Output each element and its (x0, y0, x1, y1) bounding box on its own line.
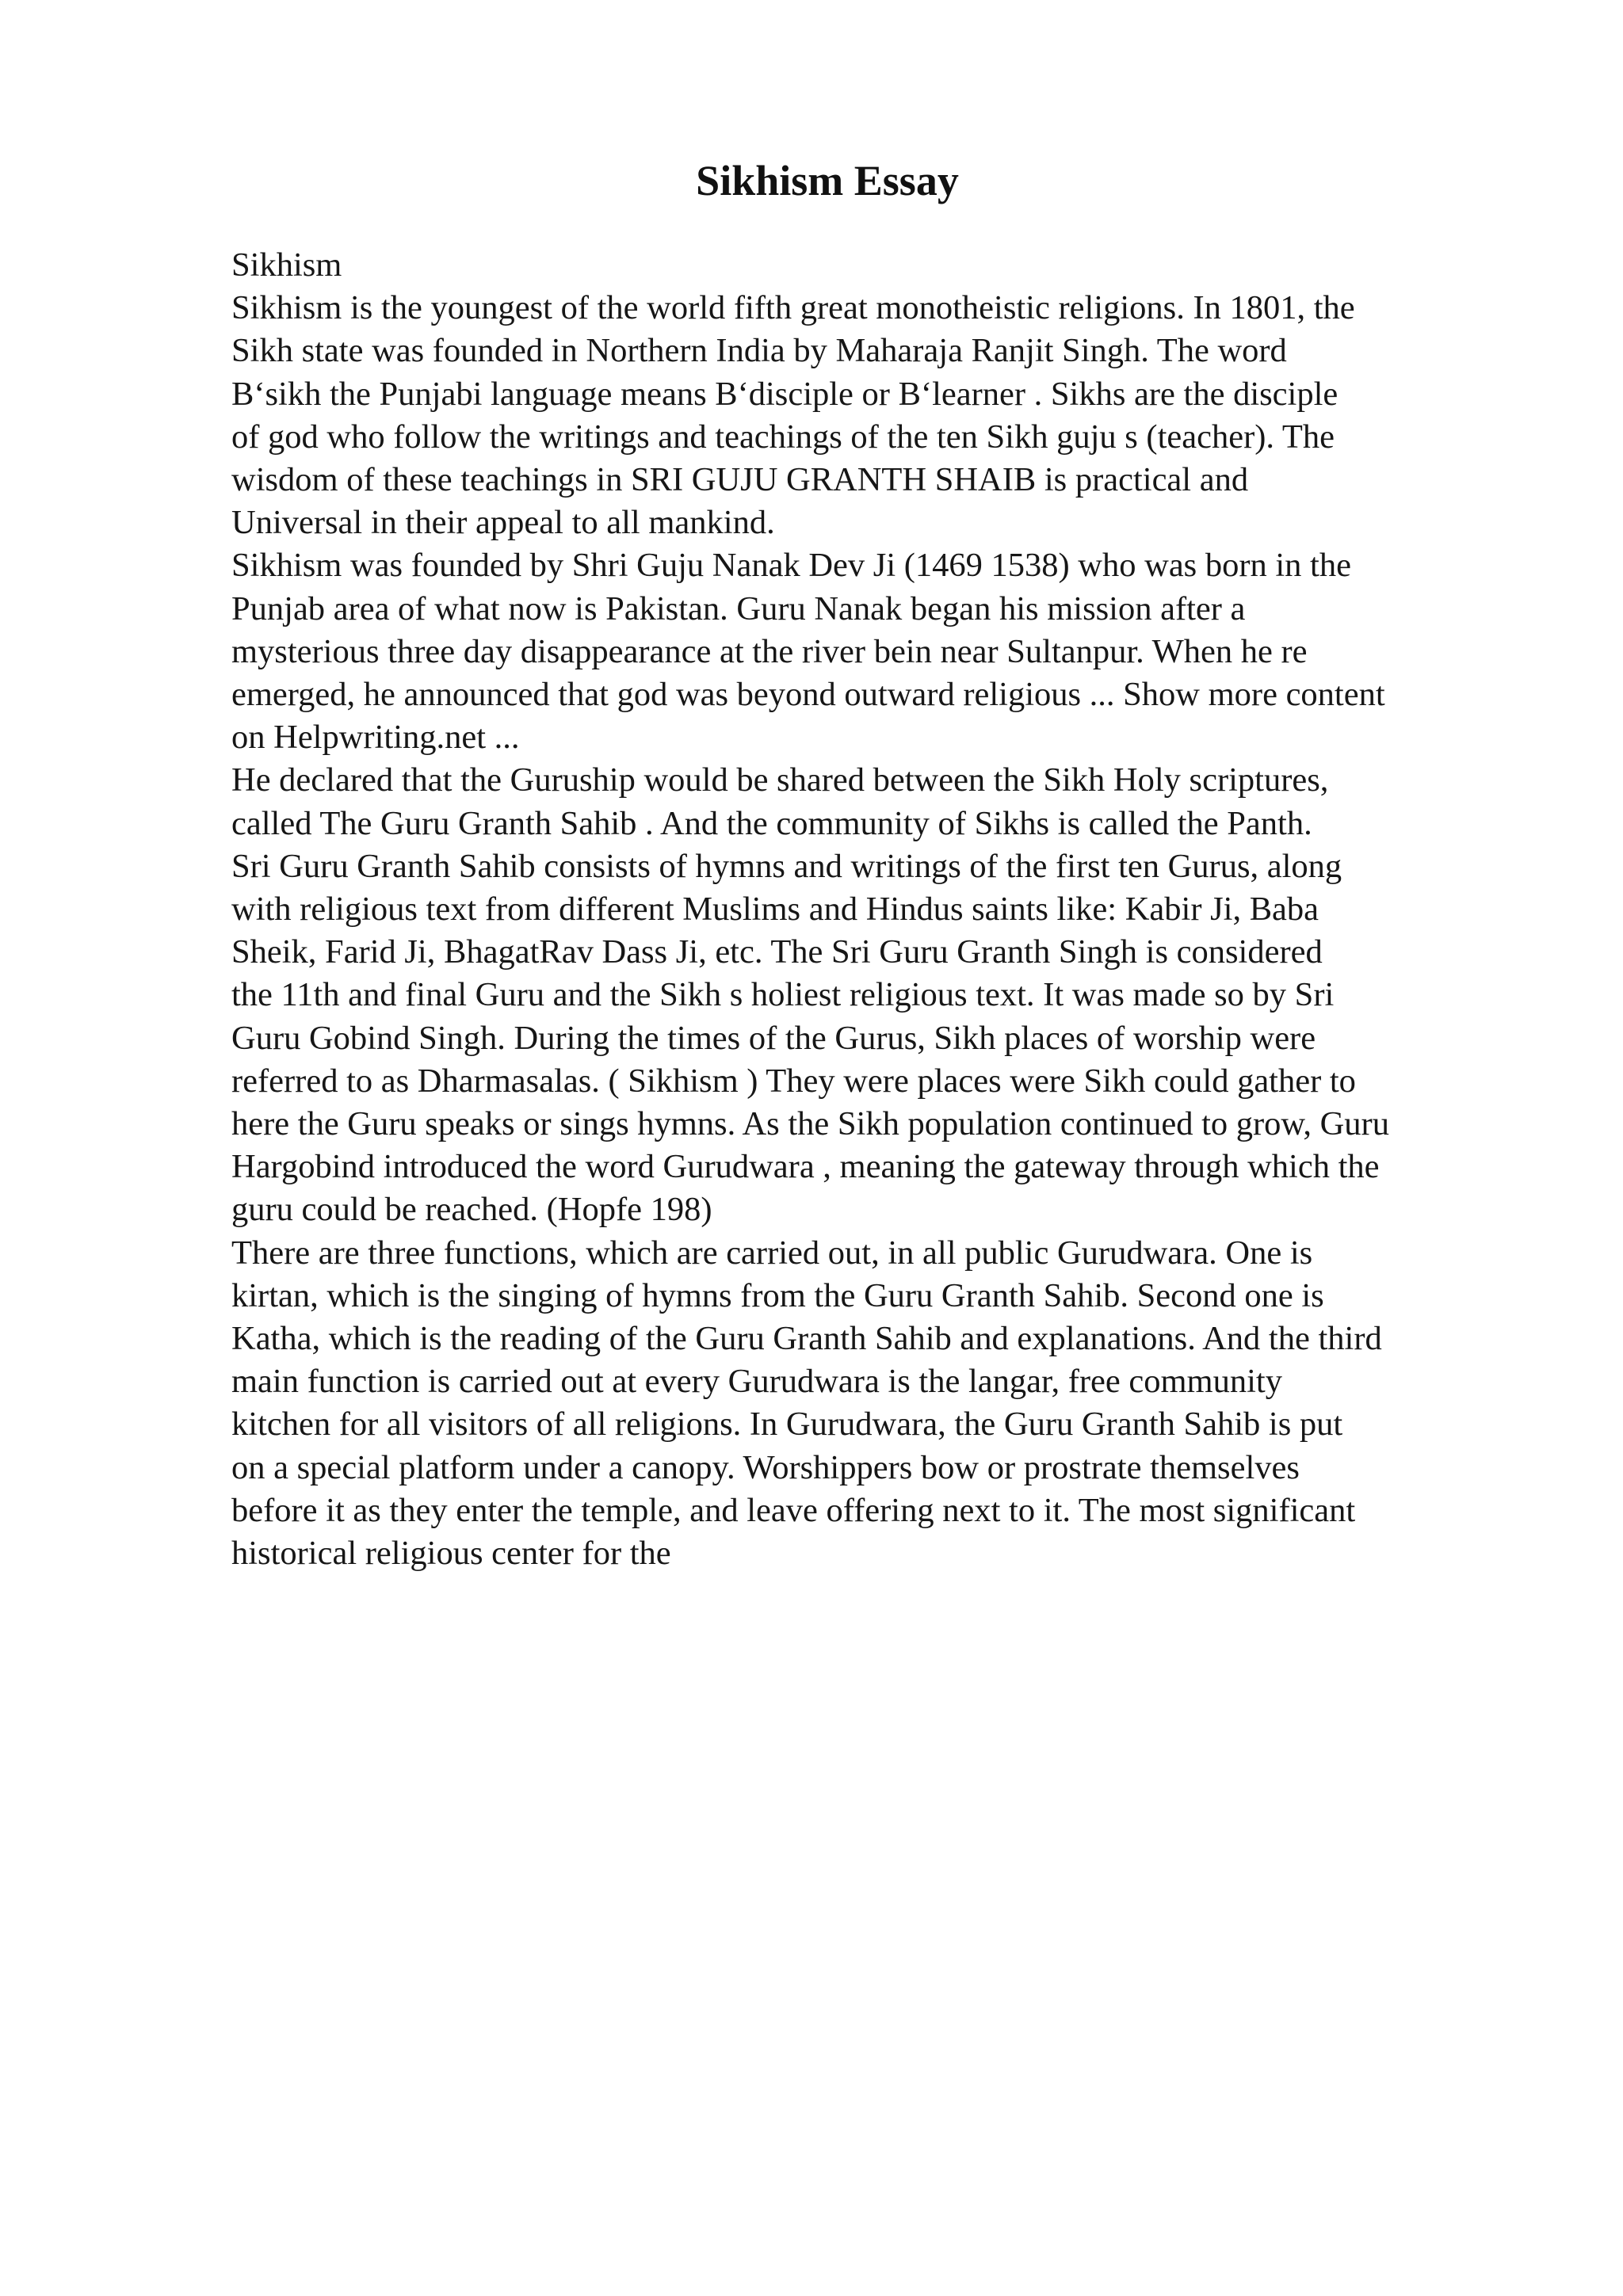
text-line: He declared that the Guruship would be shared between the Sikh Holy scriptures, (231, 761, 1329, 799)
text-line: before it as they enter the temple, and leave offering next to it. The most significant (231, 1491, 1356, 1529)
text-line: Hargobind introduced the word Gurudwara , meaning the gateway through which the (231, 1148, 1380, 1186)
text-line: Guru Gobind Singh. During the times of the Gurus, Sikh places of worship were (231, 1019, 1316, 1057)
text-line: Sheik, Farid Ji, BhagatRav Dass Ji, etc. The Sri Guru Granth Singh is considered (231, 933, 1323, 971)
text-line: There are three functions, which are carried out, in all public Gurudwara. One is (231, 1234, 1313, 1272)
text-line: of god who follow the writings and teachings of the ten Sikh guju s (teacher). The (231, 418, 1335, 456)
text-line: Sikhism was founded by Shri Guju Nanak Dev Ji (1469 1538) who was born in the (231, 547, 1351, 585)
text-line: historical religious center for the (231, 1535, 671, 1573)
text-line: Sikhism is the youngest of the world fifth great monotheistic religions. In 1801, the (231, 289, 1355, 327)
text-line: main function is carried out at every Gurudwara is the langar, free community (231, 1363, 1282, 1401)
text-line: wisdom of these teachings in SRI GUJU GRANTH SHAIB is practical and (231, 461, 1249, 499)
document-title: Sikhism Essay (696, 157, 959, 204)
text-line: kitchen for all visitors of all religions. In Gurudwara, the Guru Granth Sahib is put (231, 1405, 1343, 1444)
text-line: mysterious three day disappearance at the river bein near Sultanpur. When he re (231, 632, 1308, 670)
text-line: Sikhism (231, 246, 342, 284)
text-line: Sri Guru Granth Sahib consists of hymns and writings of the first ten Gurus, along (231, 847, 1342, 885)
text-line: with religious text from different Muslims and Hindus saints like: Kabir Ji, Baba (231, 891, 1319, 929)
text-line: on Helpwriting.net ... (231, 719, 520, 757)
essay-body (231, 244, 1547, 1575)
text-line: referred to as Dharmasalas. ( Sikhism ) They were places were Sikh could gather to (231, 1062, 1356, 1100)
text-line: here the Guru speaks or sings hymns. As the Sikh population continued to grow, Guru (231, 1105, 1389, 1143)
text-line: Sikh state was founded in Northern India by Maharaja Ranjit Singh. The word (231, 332, 1287, 370)
text-line: the 11th and final Guru and the Sikh s holiest religious text. It was made so by Sri (231, 976, 1335, 1014)
text-line: Katha, which is the reading of the Guru Granth Sahib and explanations. And the third (231, 1320, 1382, 1358)
text-line: B‘sikh the Punjabi language means B‘disciple or B‘learner . Sikhs are the disciple (231, 375, 1338, 413)
text-line: guru could be reached. (Hopfe 198) (231, 1191, 712, 1229)
text-line: called The Guru Granth Sahib . And the community of Sikhs is called the Panth. (231, 804, 1312, 842)
text-line: Punjab area of what now is Pakistan. Guru Nanak began his mission after a (231, 589, 1246, 627)
text-line: on a special platform under a canopy. Worshippers bow or prostrate themselves (231, 1448, 1300, 1486)
text-line: emerged, he announced that god was beyond outward religious ... Show more content (231, 676, 1385, 714)
text-line: kirtan, which is the singing of hymns from the Guru Granth Sahib. Second one is (231, 1276, 1324, 1314)
text-line: Universal in their appeal to all mankind. (231, 504, 775, 542)
